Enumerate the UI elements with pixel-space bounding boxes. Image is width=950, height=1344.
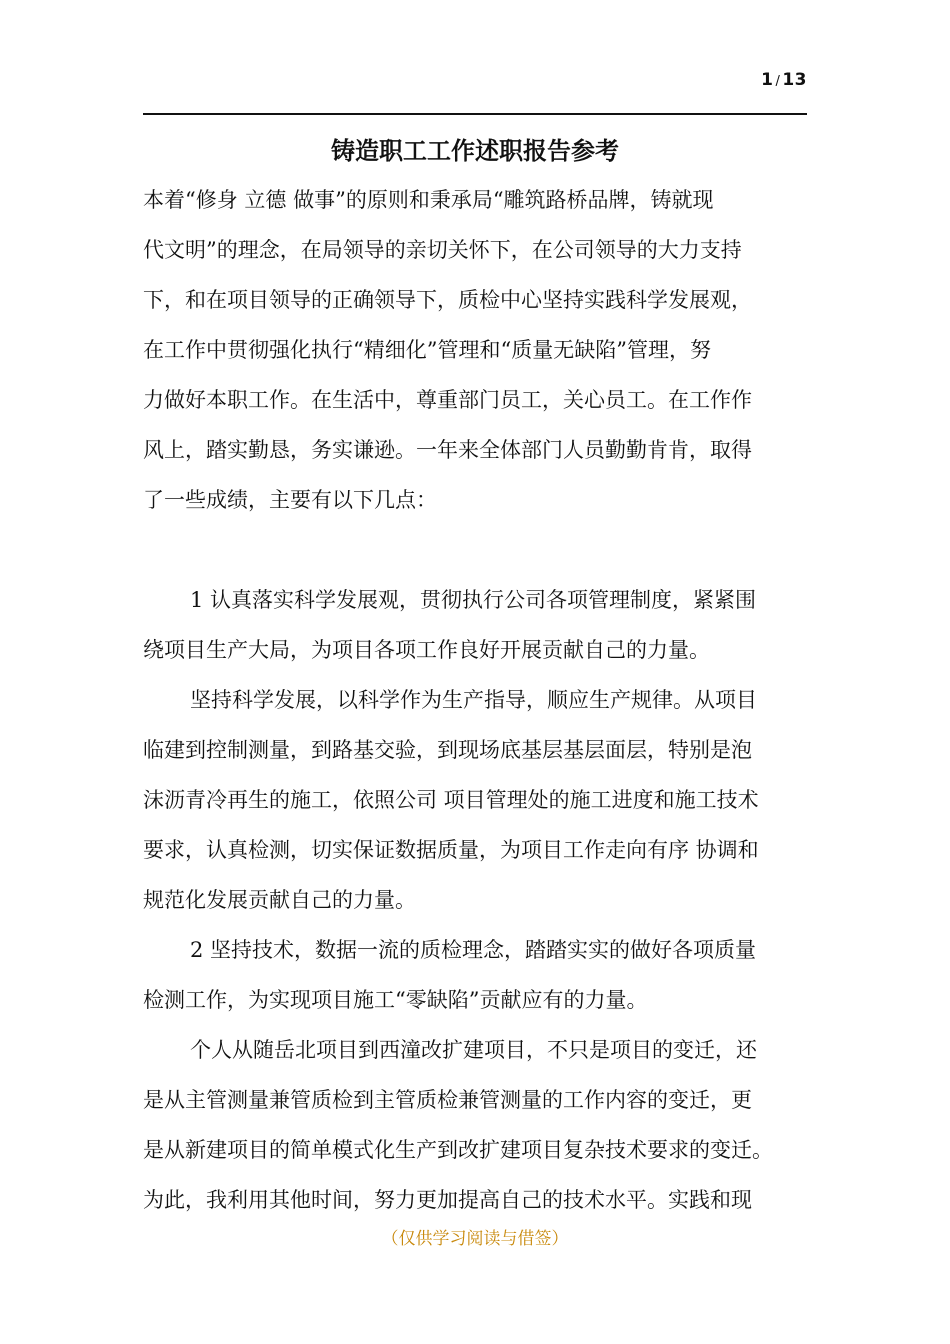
- header-rule: [143, 113, 807, 115]
- body-line: 1 认真落实科学发展观，贯彻执行公司各项管理制度，紧紧围: [190, 588, 757, 612]
- body-line: 2 坚持技术，数据一流的质检理念，踏踏实实的做好各项质量: [190, 938, 757, 962]
- page-separator: /: [775, 74, 781, 89]
- document-title: 铸造职工工作述职报告参考: [331, 136, 619, 165]
- body-line: 要求，认真检测，切实保证数据质量，为项目工作走向有序 协调和: [143, 838, 759, 862]
- body-line: 在工作中贯彻强化执行“精细化”管理和“质量无缺陷”管理，努: [143, 338, 711, 362]
- body-line: 绕项目生产大局，为项目各项工作良好开展贡献自己的力量。: [143, 638, 710, 662]
- body-line: 坚持科学发展，以科学作为生产指导，顺应生产规律。从项目: [190, 688, 757, 712]
- body-line: 是从新建项目的简单模式化生产到改扩建项目复杂技术要求的变迁。: [143, 1138, 773, 1162]
- page-current: 1: [761, 70, 774, 90]
- body-line: 沫沥青冷再生的施工，依照公司 项目管理处的施工进度和施工技术: [143, 788, 759, 812]
- page-number: [761, 70, 807, 90]
- body-line: 临建到控制测量，到路基交验，到现场底基层基层面层，特别是泡: [143, 738, 752, 762]
- body-line: 力做好本职工作。在生活中，尊重部门员工，关心员工。在工作作: [143, 388, 752, 412]
- body-line: 本着“修身 立德 做事”的原则和秉承局“雕筑路桥品牌，铸就现: [143, 188, 714, 212]
- body-line: 下，和在项目领导的正确领导下，质检中心坚持实践科学发展观，: [143, 288, 752, 312]
- blank-line: [143, 525, 807, 575]
- footer-note: （仅供学习阅读与借签）: [381, 1229, 569, 1249]
- body-line: 代文明”的理念，在局领导的亲切关怀下，在公司领导的大力支持: [143, 238, 742, 262]
- body-line: 了一些成绩，主要有以下几点：: [143, 488, 437, 512]
- document-body: [143, 175, 807, 1225]
- body-line: 规范化发展贡献自己的力量。: [143, 888, 416, 912]
- body-line: 风上，踏实勤恳，务实谦逊。一年来全体部门人员勤勤肯肯，取得: [143, 438, 752, 462]
- body-line: 个人从随岳北项目到西潼改扩建项目，不只是项目的变迁，还: [190, 1038, 757, 1062]
- body-line: 检测工作，为实现项目施工“零缺陷”贡献应有的力量。: [143, 988, 648, 1012]
- body-line: 为此，我利用其他时间，努力更加提高自己的技术水平。实践和现: [143, 1188, 752, 1212]
- page-total: 13: [782, 70, 807, 90]
- body-line: 是从主管测量兼管质检到主管质检兼管测量的工作内容的变迁，更: [143, 1088, 752, 1112]
